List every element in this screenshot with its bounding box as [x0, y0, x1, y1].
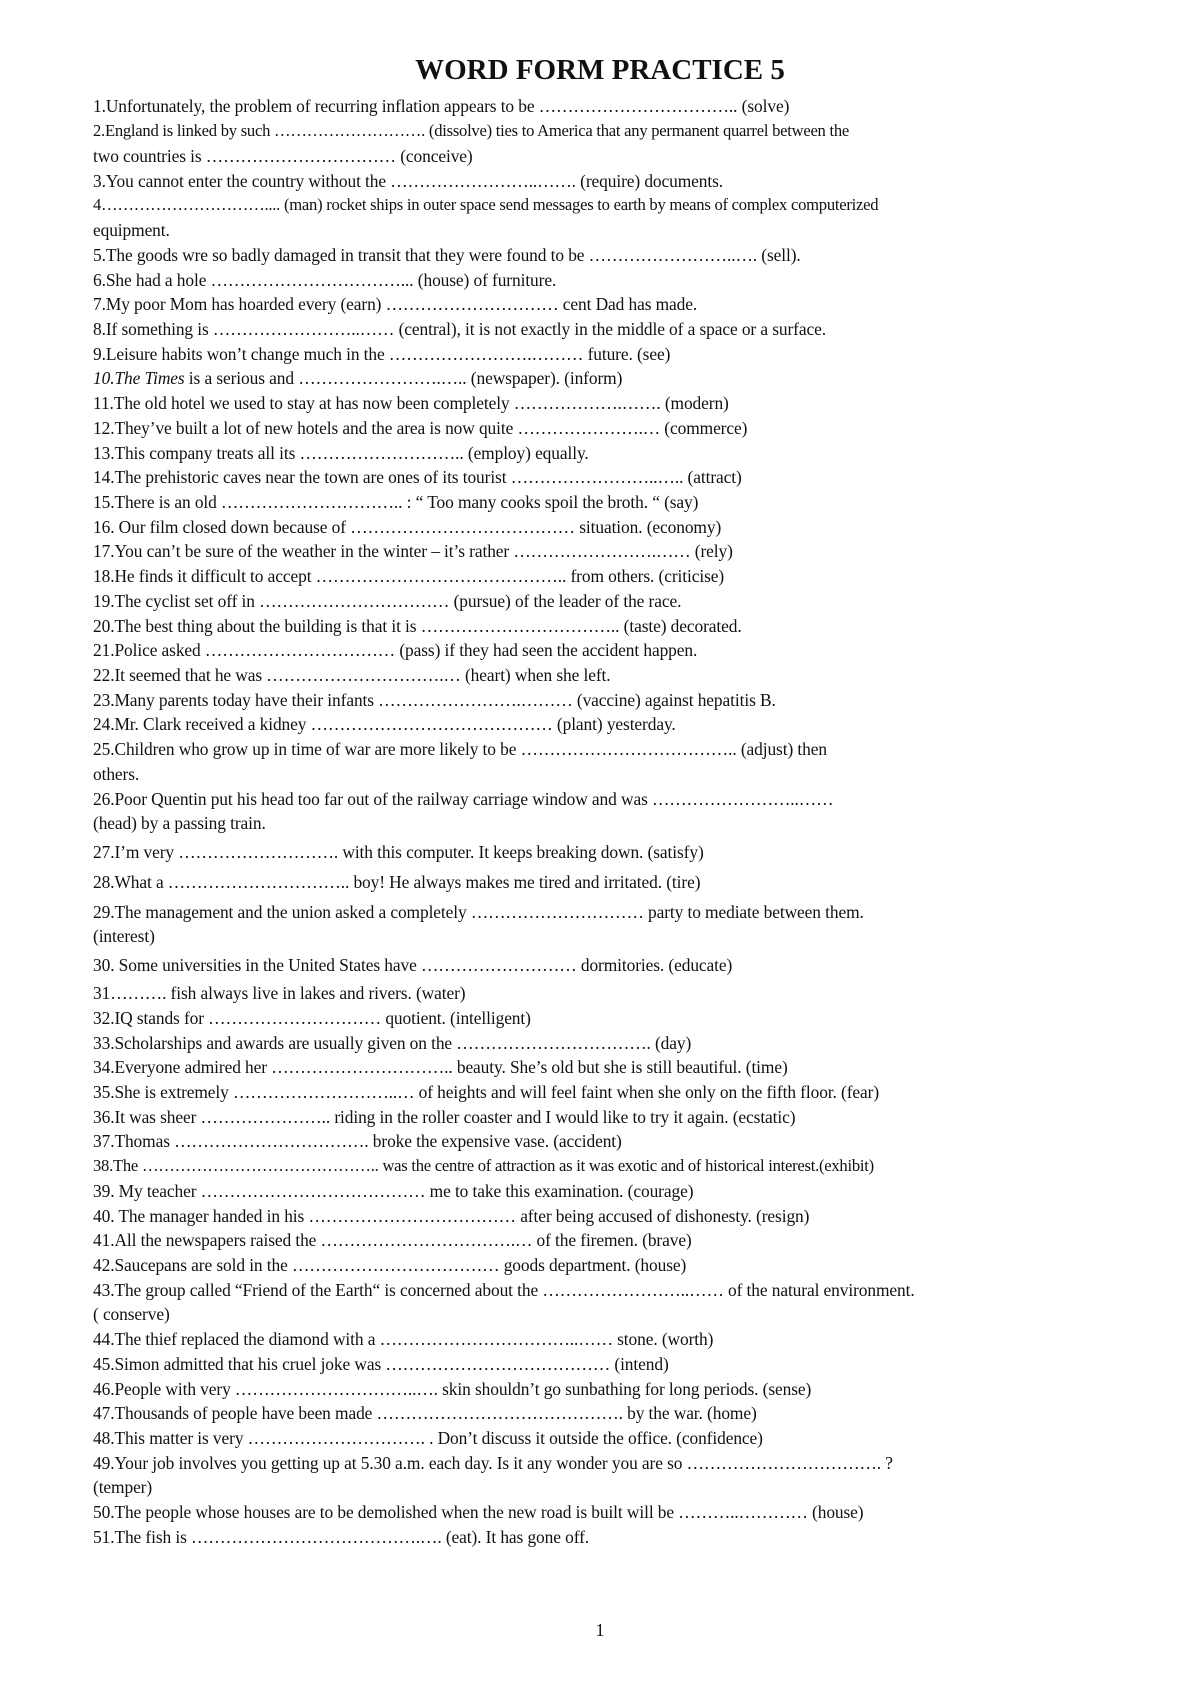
exercise-line-text: 49.Your job involves you getting up at 5.30 a.m. each day. Is it any wonder you are so ……………………………. ? — [93, 1453, 893, 1473]
exercise-line — [93, 1253, 1178, 1277]
exercise-line-text: two countries is …………………………… (conceive) — [93, 146, 473, 166]
exercise-line — [93, 1055, 1178, 1079]
exercise-line-text: 12.They’ve built a lot of new hotels and the area is now quite ………………….… (commerce) — [93, 418, 748, 438]
exercise-line-text: 44.The thief replaced the diamond with a ……………………………..…… stone. (worth) — [93, 1329, 714, 1349]
exercise-line — [93, 1426, 1178, 1450]
exercise-line — [93, 193, 1178, 217]
exercise-line — [93, 589, 1178, 613]
exercise-line-text: 27.I’m very ………………………. with this computer. It keeps breaking down. (satisfy) — [93, 842, 704, 862]
exercise-line-text: 42.Saucepans are sold in the ……………………………… goods department. (house) — [93, 1255, 687, 1275]
exercise-line-text: 40. The manager handed in his ……………………………… after being accused of dishonesty. (resign) — [93, 1206, 810, 1226]
page-title: WORD FORM PRACTICE 5 — [415, 54, 785, 86]
exercise-line-text: 31………. fish always live in lakes and rivers. (water) — [93, 983, 466, 1003]
exercise-line-text: 13.This company treats all its ……………………….. (employ) equally. — [93, 443, 589, 463]
exercise-line-text: 5.The goods wre so badly damaged in transit that they were found to be ……………………..…. (sell). — [93, 245, 801, 265]
exercise-line-text: 33.Scholarships and awards are usually given on the ……………………………. (day) — [93, 1033, 692, 1053]
exercise-line-text: 35.She is extremely ………………………..… of heights and will feel faint when she only on the fifth floor. (fear) — [93, 1082, 880, 1102]
exercise-line — [93, 1228, 1178, 1252]
exercise-line-text: 4………………………….... (man) rocket ships in outer space send messages to earth by means of complex computerized — [93, 195, 879, 214]
exercise-line — [93, 1031, 1178, 1055]
exercise-line — [93, 614, 1178, 638]
exercise-line-text: 3.You cannot enter the country without the ……………………..……. (require) documents. — [93, 171, 724, 191]
exercise-line — [93, 1179, 1178, 1203]
exercise-line — [93, 870, 1178, 894]
exercise-line — [93, 292, 1178, 316]
exercise-line-text: 32.IQ stands for ………………………… quotient. (intelligent) — [93, 1008, 531, 1028]
exercise-line-text: 30. Some universities in the United States have ……………………… dormitories. (educate) — [93, 955, 733, 975]
exercise-line-text: 34.Everyone admired her ………………………….. beauty. She’s old but she is still beautiful. (time) — [93, 1057, 788, 1077]
exercise-line — [93, 1451, 1178, 1475]
exercise-line-text: 7.My poor Mom has hoarded every (earn) ………………………… cent Dad has made. — [93, 294, 698, 314]
exercise-line-text: equipment. — [93, 220, 170, 240]
exercise-line-text: 8.If something is ……………………..…… (central), it is not exactly in the middle of a space or a surface. — [93, 319, 826, 339]
exercise-line — [93, 1154, 1178, 1178]
exercise-line — [93, 218, 1178, 242]
exercise-line-text: 16. Our film closed down because of ………………………………… situation. (economy) — [93, 517, 722, 537]
exercise-line-text: 37.Thomas ……………………………. broke the expensive vase. (accident) — [93, 1131, 622, 1151]
exercise-line — [93, 317, 1178, 341]
exercise-line — [93, 94, 1178, 118]
exercise-line — [93, 391, 1178, 415]
exercise-line-text: 1.Unfortunately, the problem of recurring inflation appears to be …………………………….. (solve) — [93, 96, 790, 116]
exercise-line — [93, 268, 1178, 292]
exercise-line-text: 18.He finds it difficult to accept …………………………………….. from others. (criticise) — [93, 566, 725, 586]
exercise-line — [93, 490, 1178, 514]
exercise-line-text: 38.The …………………………………….. was the centre of attraction as it was exotic and of historical interest.(exhibit) — [93, 1156, 874, 1175]
exercise-line-text: 22.It seemed that he was ………………………….… (heart) when she left. — [93, 665, 611, 685]
exercise-line — [93, 1105, 1178, 1129]
exercise-line — [93, 539, 1178, 563]
exercise-line — [93, 638, 1178, 662]
exercise-line-text: 17.You can’t be sure of the weather in the winter – it’s rather …………………….…… (rely) — [93, 541, 733, 561]
exercise-line-text: others. — [93, 764, 140, 784]
exercise-line-text: 19.The cyclist set off in …………………………… (pursue) of the leader of the race. — [93, 591, 682, 611]
exercise-line — [93, 1327, 1178, 1351]
exercise-line-text: 9.Leisure habits won’t change much in the …………………….……… future. (see) — [93, 344, 671, 364]
exercise-line — [93, 1129, 1178, 1153]
exercise-line — [93, 1278, 1178, 1302]
exercise-line-text: 36.It was sheer ………………….. riding in the roller coaster and I would like to try it again. (ecstatic) — [93, 1107, 796, 1127]
exercise-line — [93, 1302, 1178, 1326]
exercise-line-text: 24.Mr. Clark received a kidney …………………………………… (plant) yesterday. — [93, 714, 676, 734]
exercise-line — [93, 465, 1178, 489]
exercise-line — [93, 119, 1178, 143]
exercise-line-text: 48.This matter is very …………………………. . Don’t discuss it outside the office. (confidence) — [93, 1428, 763, 1448]
page-number: 1 — [595, 1620, 605, 1640]
exercise-line — [93, 924, 1178, 948]
exercise-line — [93, 900, 1178, 924]
exercise-line — [93, 342, 1178, 366]
exercise-line-italic: 10.The Times — [93, 368, 185, 388]
exercise-line — [93, 366, 1178, 390]
exercise-line-text: 28.What a ………………………….. boy! He always makes me tired and irritated. (tire) — [93, 872, 701, 892]
exercise-line-text: 47.Thousands of people have been made ……………………………………. by the war. (home) — [93, 1403, 757, 1423]
exercise-line — [93, 688, 1178, 712]
exercise-line — [93, 243, 1178, 267]
exercise-line-text: 23.Many parents today have their infants …………………….……… (vaccine) against hepatitis B. — [93, 690, 776, 710]
exercise-line — [93, 811, 1178, 835]
exercise-line — [93, 762, 1178, 786]
exercise-line-text: 41.All the newspapers raised the …………………………….… of the firemen. (brave) — [93, 1230, 692, 1250]
exercise-line-text: (temper) — [93, 1477, 153, 1497]
exercise-line — [93, 840, 1178, 864]
exercise-line-text: is a serious and …………………….….. (newspaper). (inform) — [184, 368, 623, 388]
exercise-line-text: 2.England is linked by such ………………………. (dissolve) ties to America that any permanent quarrel between the — [93, 121, 850, 140]
exercise-line-text: (head) by a passing train. — [93, 813, 266, 833]
exercise-line — [93, 1377, 1178, 1401]
exercise-line-text: 25.Children who grow up in time of war are more likely to be ……………………………….. (adjust) then — [93, 739, 827, 759]
exercise-line — [93, 1475, 1178, 1499]
exercise-line-text: 15.There is an old ………………………….. : “ Too many cooks spoil the broth. “ (say) — [93, 492, 699, 512]
exercise-line — [93, 712, 1178, 736]
exercise-line — [93, 1352, 1178, 1376]
exercise-line-text: (interest) — [93, 926, 155, 946]
exercise-line — [93, 144, 1178, 168]
exercise-line-text: 39. My teacher ………………………………… me to take this examination. (courage) — [93, 1181, 694, 1201]
exercise-line-text: ( conserve) — [93, 1304, 170, 1324]
exercise-line — [93, 981, 1178, 1005]
exercise-line — [93, 564, 1178, 588]
exercise-line — [93, 1204, 1178, 1228]
exercise-line-text: 26.Poor Quentin put his head too far out of the railway carriage window and was ……………………..…… — [93, 789, 834, 809]
exercise-line — [93, 663, 1178, 687]
exercise-line — [93, 953, 1178, 977]
exercise-line — [93, 169, 1178, 193]
exercise-line-text: 51.The fish is ………………………………….…. (eat). It has gone off. — [93, 1527, 590, 1547]
exercise-line — [93, 1500, 1178, 1524]
exercise-line-text: 50.The people whose houses are to be demolished when the new road is built will be ………..………… (house) — [93, 1502, 864, 1522]
exercise-line-text: 43.The group called “Friend of the Earth“ is concerned about the ……………………..…… of the natural environment. — [93, 1280, 915, 1300]
exercise-line-text: 6.She had a hole ……………………………... (house) of furniture. — [93, 270, 557, 290]
exercise-line — [93, 1080, 1178, 1104]
exercise-line-text: 29.The management and the union asked a completely ………………………… party to mediate between them. — [93, 902, 864, 922]
exercise-line — [93, 441, 1178, 465]
exercise-line-text: 45.Simon admitted that his cruel joke was ………………………………… (intend) — [93, 1354, 669, 1374]
exercise-line-text: 21.Police asked …………………………… (pass) if they had seen the accident happen. — [93, 640, 698, 660]
exercise-line — [93, 515, 1178, 539]
exercise-line-text: 46.People with very …………………………..…. skin shouldn’t go sunbathing for long periods. (sense) — [93, 1379, 812, 1399]
exercise-line — [93, 737, 1178, 761]
exercise-line-text: 20.The best thing about the building is that it is …………………………….. (taste) decorated. — [93, 616, 742, 636]
exercise-line — [93, 416, 1178, 440]
exercise-line — [93, 1006, 1178, 1030]
exercise-line — [93, 1525, 1178, 1549]
exercise-line — [93, 1401, 1178, 1425]
exercise-line-text: 11.The old hotel we used to stay at has now been completely ……………….……. (modern) — [93, 393, 729, 413]
exercise-line — [93, 787, 1178, 811]
exercise-line-text: 14.The prehistoric caves near the town are ones of its tourist ……………………..….. (attract) — [93, 467, 742, 487]
